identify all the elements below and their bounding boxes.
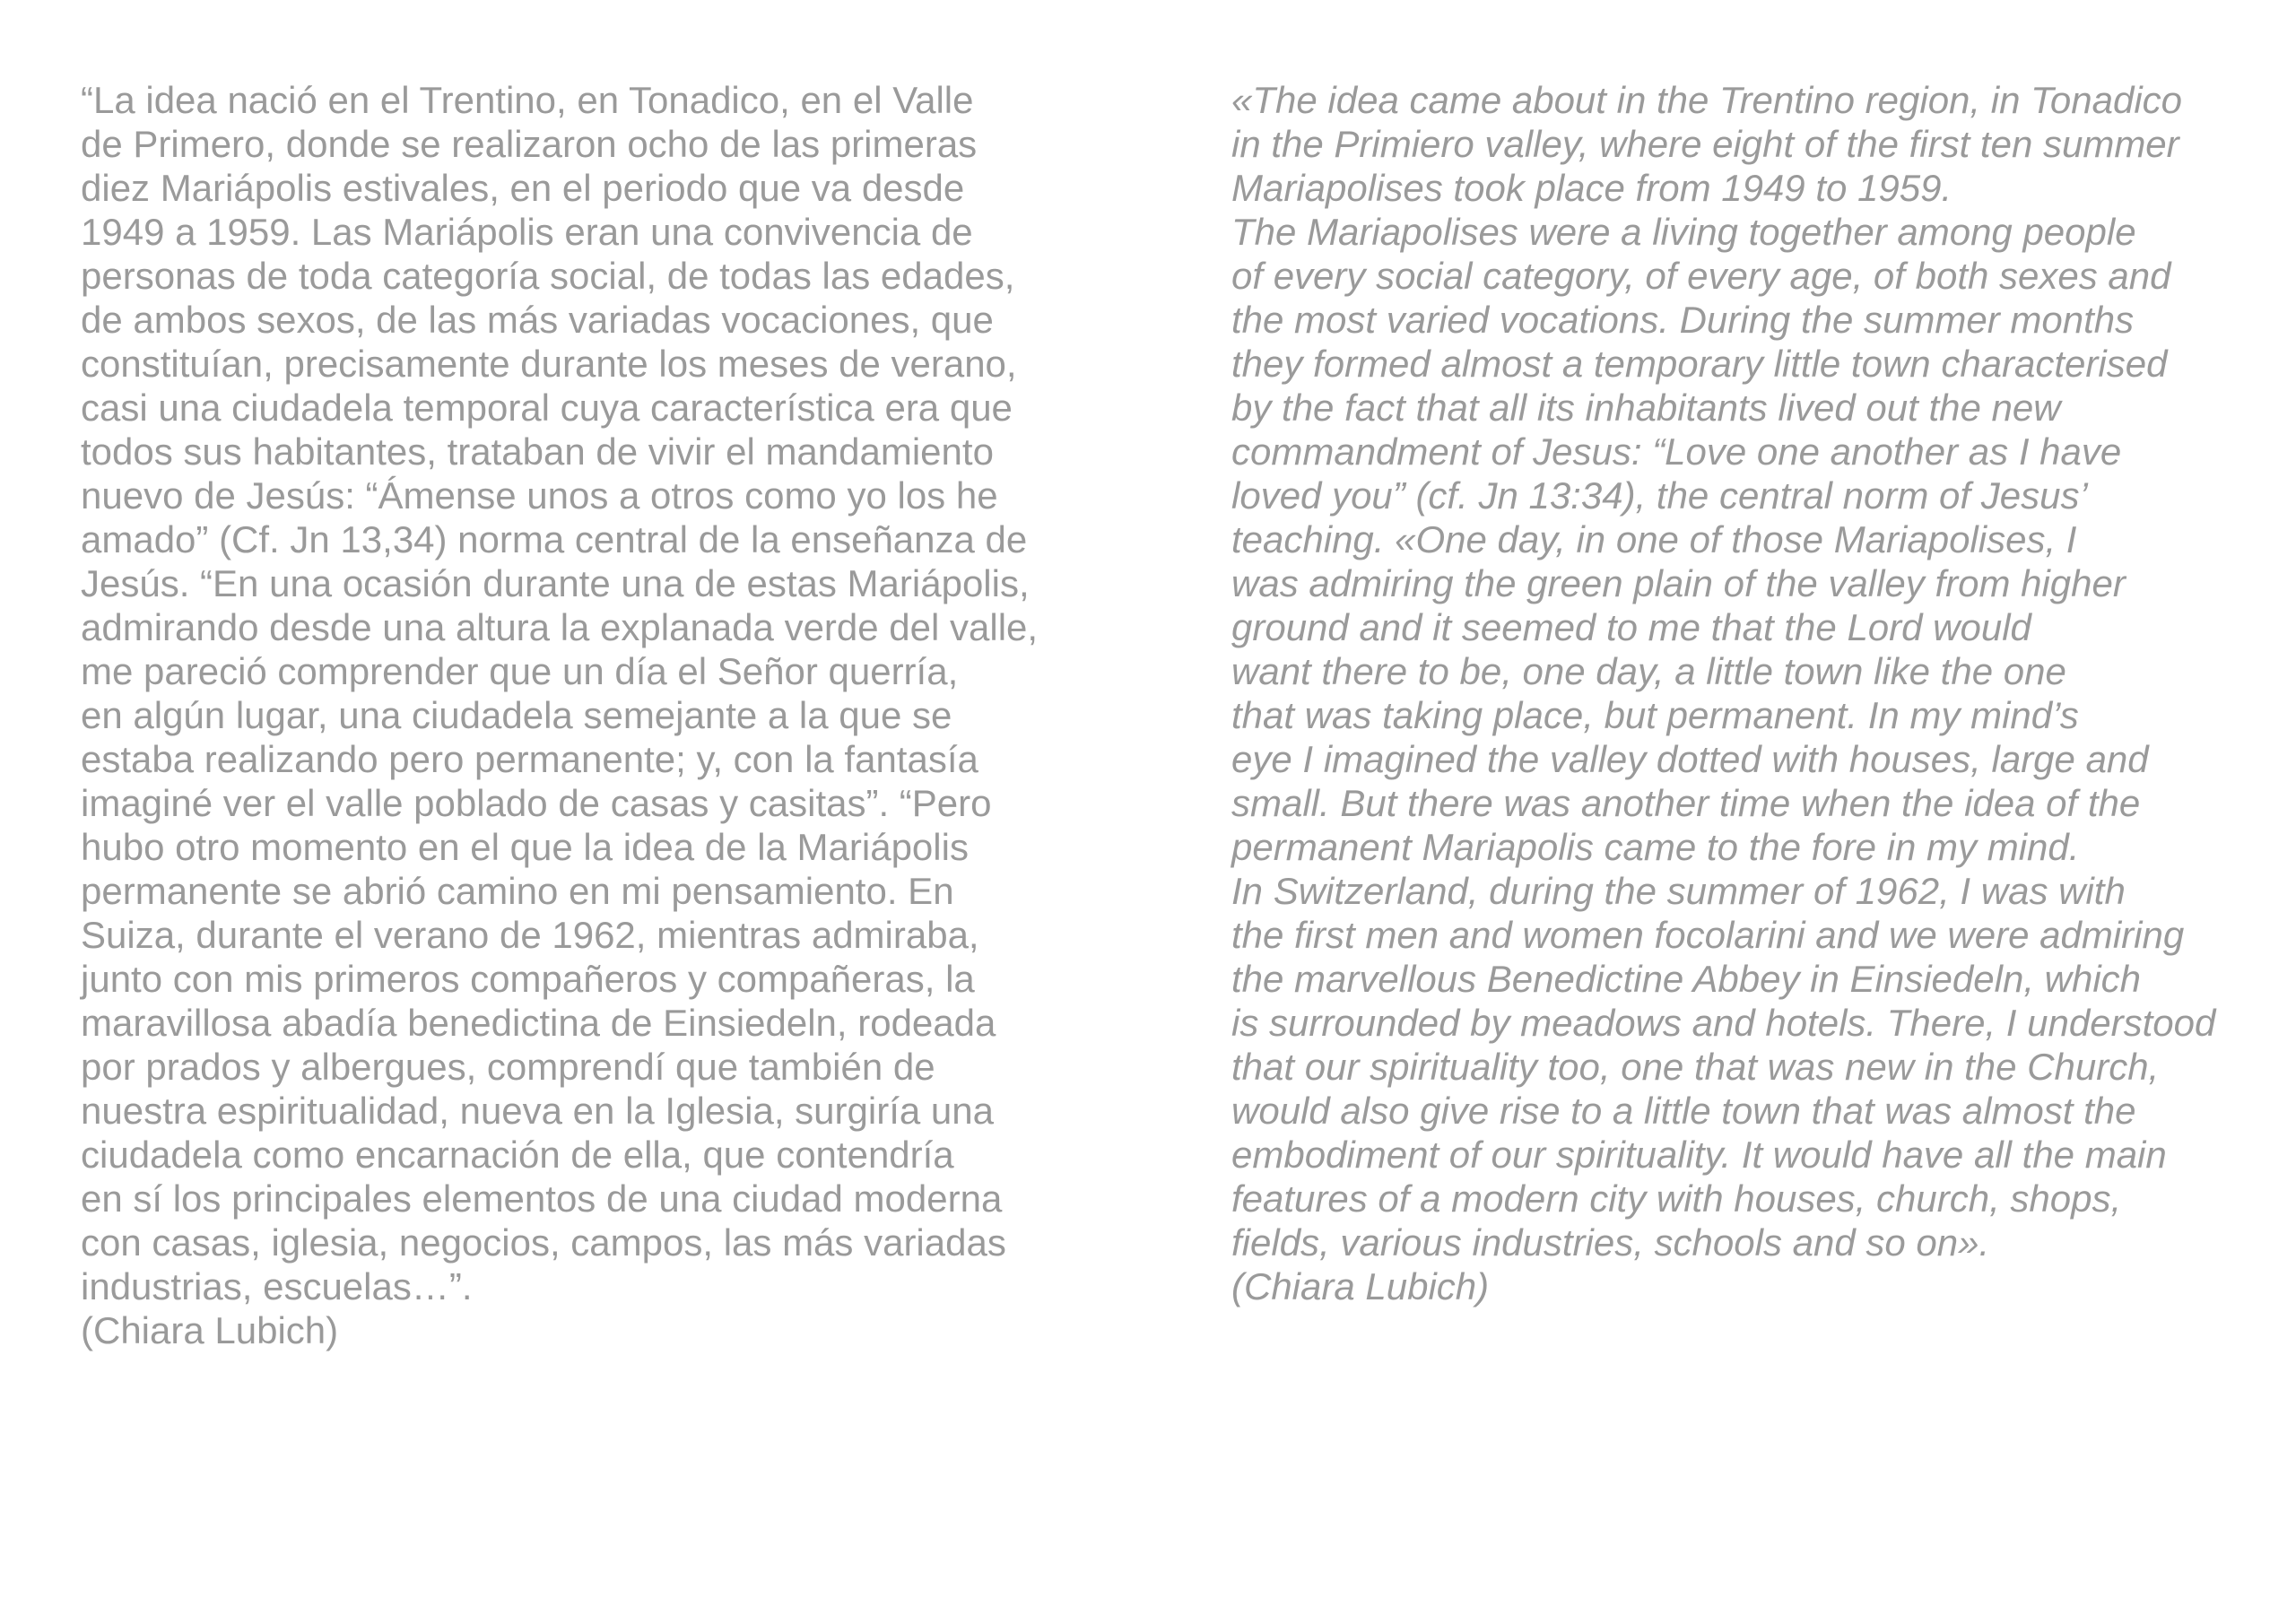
english-line: features of a modern city with houses, church, shops, [1231,1177,2122,1220]
english-line: the marvellous Benedictine Abbey in Einsiedeln, which [1231,958,2142,1000]
english-line: Mariapolises took place from 1949 to 1959. [1231,167,1952,209]
english-line: they formed almost a temporary little town characterised [1231,343,2168,385]
english-line: of every social category, of every age, of both sexes and [1231,255,2171,297]
english-line: the most varied vocations. During the summer months [1231,299,2135,341]
spanish-line: hubo otro momento en el que la idea de la Mariápolis [81,826,969,868]
english-line: was admiring the green plain of the valley from higher [1231,562,2126,604]
english-line: in the Primiero valley, where eight of the first ten summer [1231,123,2179,165]
english-line: that was taking place, but permanent. In my mind’s [1231,694,2079,736]
english-line: that our spirituality too, one that was new in the Church, [1231,1046,2160,1088]
english-line: by the fact that all its inhabitants lived out the new [1231,387,2061,429]
spanish-line: amado” (Cf. Jn 13,34) norma central de la enseñanza de [81,518,1028,560]
spanish-line: personas de toda categoría social, de todas las edades, [81,255,1015,297]
spanish-line: “La idea nació en el Trentino, en Tonadico, en el Valle [81,79,974,121]
english-line: teaching. «One day, in one of those Mariapolises, I [1231,518,2077,560]
english-line: would also give rise to a little town that was almost the [1231,1090,2136,1132]
spanish-line: junto con mis primeros compañeros y compañeras, la [81,958,975,1000]
english-line: the first men and women focolarini and we were admiring [1231,914,2185,956]
spanish-line: 1949 a 1959. Las Mariápolis eran una convivencia de [81,211,973,253]
spanish-line: permanente se abrió camino en mi pensamiento. En [81,870,954,912]
english-line: In Switzerland, during the summer of 1962, I was with [1231,870,2126,912]
spanish-line: en algún lugar, una ciudadela semejante a la que se [81,694,952,736]
spanish-line: nuevo de Jesús: “Ámense unos a otros como yo los he [81,474,998,517]
english-line: «The idea came about in the Trentino region, in Tonadico [1231,79,2183,121]
english-line: fields, various industries, schools and so on». [1231,1221,1990,1264]
english-attribution: (Chiara Lubich) [1231,1265,1490,1307]
spanish-line: Suiza, durante el verano de 1962, mientras admiraba, [81,914,979,956]
english-line: eye I imagined the valley dotted with houses, large and [1231,738,2149,780]
english-line: embodiment of our spirituality. It would have all the main [1231,1134,2167,1176]
spanish-line: estaba realizando pero permanente; y, con la fantasía [81,738,978,780]
spanish-line: con casas, iglesia, negocios, campos, las más variadas [81,1221,1006,1264]
spanish-line: me pareció comprender que un día el Señor querría, [81,650,959,692]
spanish-line: constituían, precisamente durante los meses de verano, [81,343,1017,385]
spanish-line: de Primero, donde se realizaron ocho de las primeras [81,123,978,165]
spanish-line: maravillosa abadía benedictina de Einsiedeln, rodeada [81,1002,996,1044]
spanish-attribution: (Chiara Lubich) [81,1309,339,1351]
english-line: commandment of Jesus: “Love one another as I have [1231,430,2122,473]
english-line: permanent Mariapolis came to the fore in my mind. [1231,826,2080,868]
spanish-line: nuestra espiritualidad, nueva en la Iglesia, surgiría una [81,1090,994,1132]
spanish-line: por prados y albergues, comprendí que también de [81,1046,935,1088]
english-line: The Mariapolises were a living together among people [1231,211,2136,253]
spanish-line: todos sus habitantes, trataban de vivir el mandamiento [81,430,994,473]
english-line: ground and it seemed to me that the Lord would [1231,606,2031,648]
spanish-line: industrias, escuelas…”. [81,1265,473,1307]
spanish-line: Jesús. “En una ocasión durante una de estas Mariápolis, [81,562,1030,604]
spanish-line: casi una ciudadela temporal cuya característica era que [81,387,1013,429]
spanish-line: admirando desde una altura la explanada verde del valle, [81,606,1039,648]
spanish-line: ciudadela como encarnación de ella, que contendría [81,1134,954,1176]
english-line: want there to be, one day, a little town like the one [1231,650,2066,692]
spanish-line: imaginé ver el valle poblado de casas y casitas”. “Pero [81,782,992,824]
english-line: small. But there was another time when the idea of the [1231,782,2141,824]
english-line: is surrounded by meadows and hotels. There, I understood [1231,1002,2216,1044]
english-line: loved you” (cf. Jn 13:34), the central norm of Jesus’ [1231,474,2088,517]
spanish-line: en sí los principales elementos de una ciudad moderna [81,1177,1003,1220]
english-text-column [1231,78,2263,1308]
spanish-line: de ambos sexos, de las más variadas vocaciones, que [81,299,994,341]
spanish-line: diez Mariápolis estivales, en el periodo que va desde [81,167,965,209]
spanish-text-column [81,78,1121,1352]
